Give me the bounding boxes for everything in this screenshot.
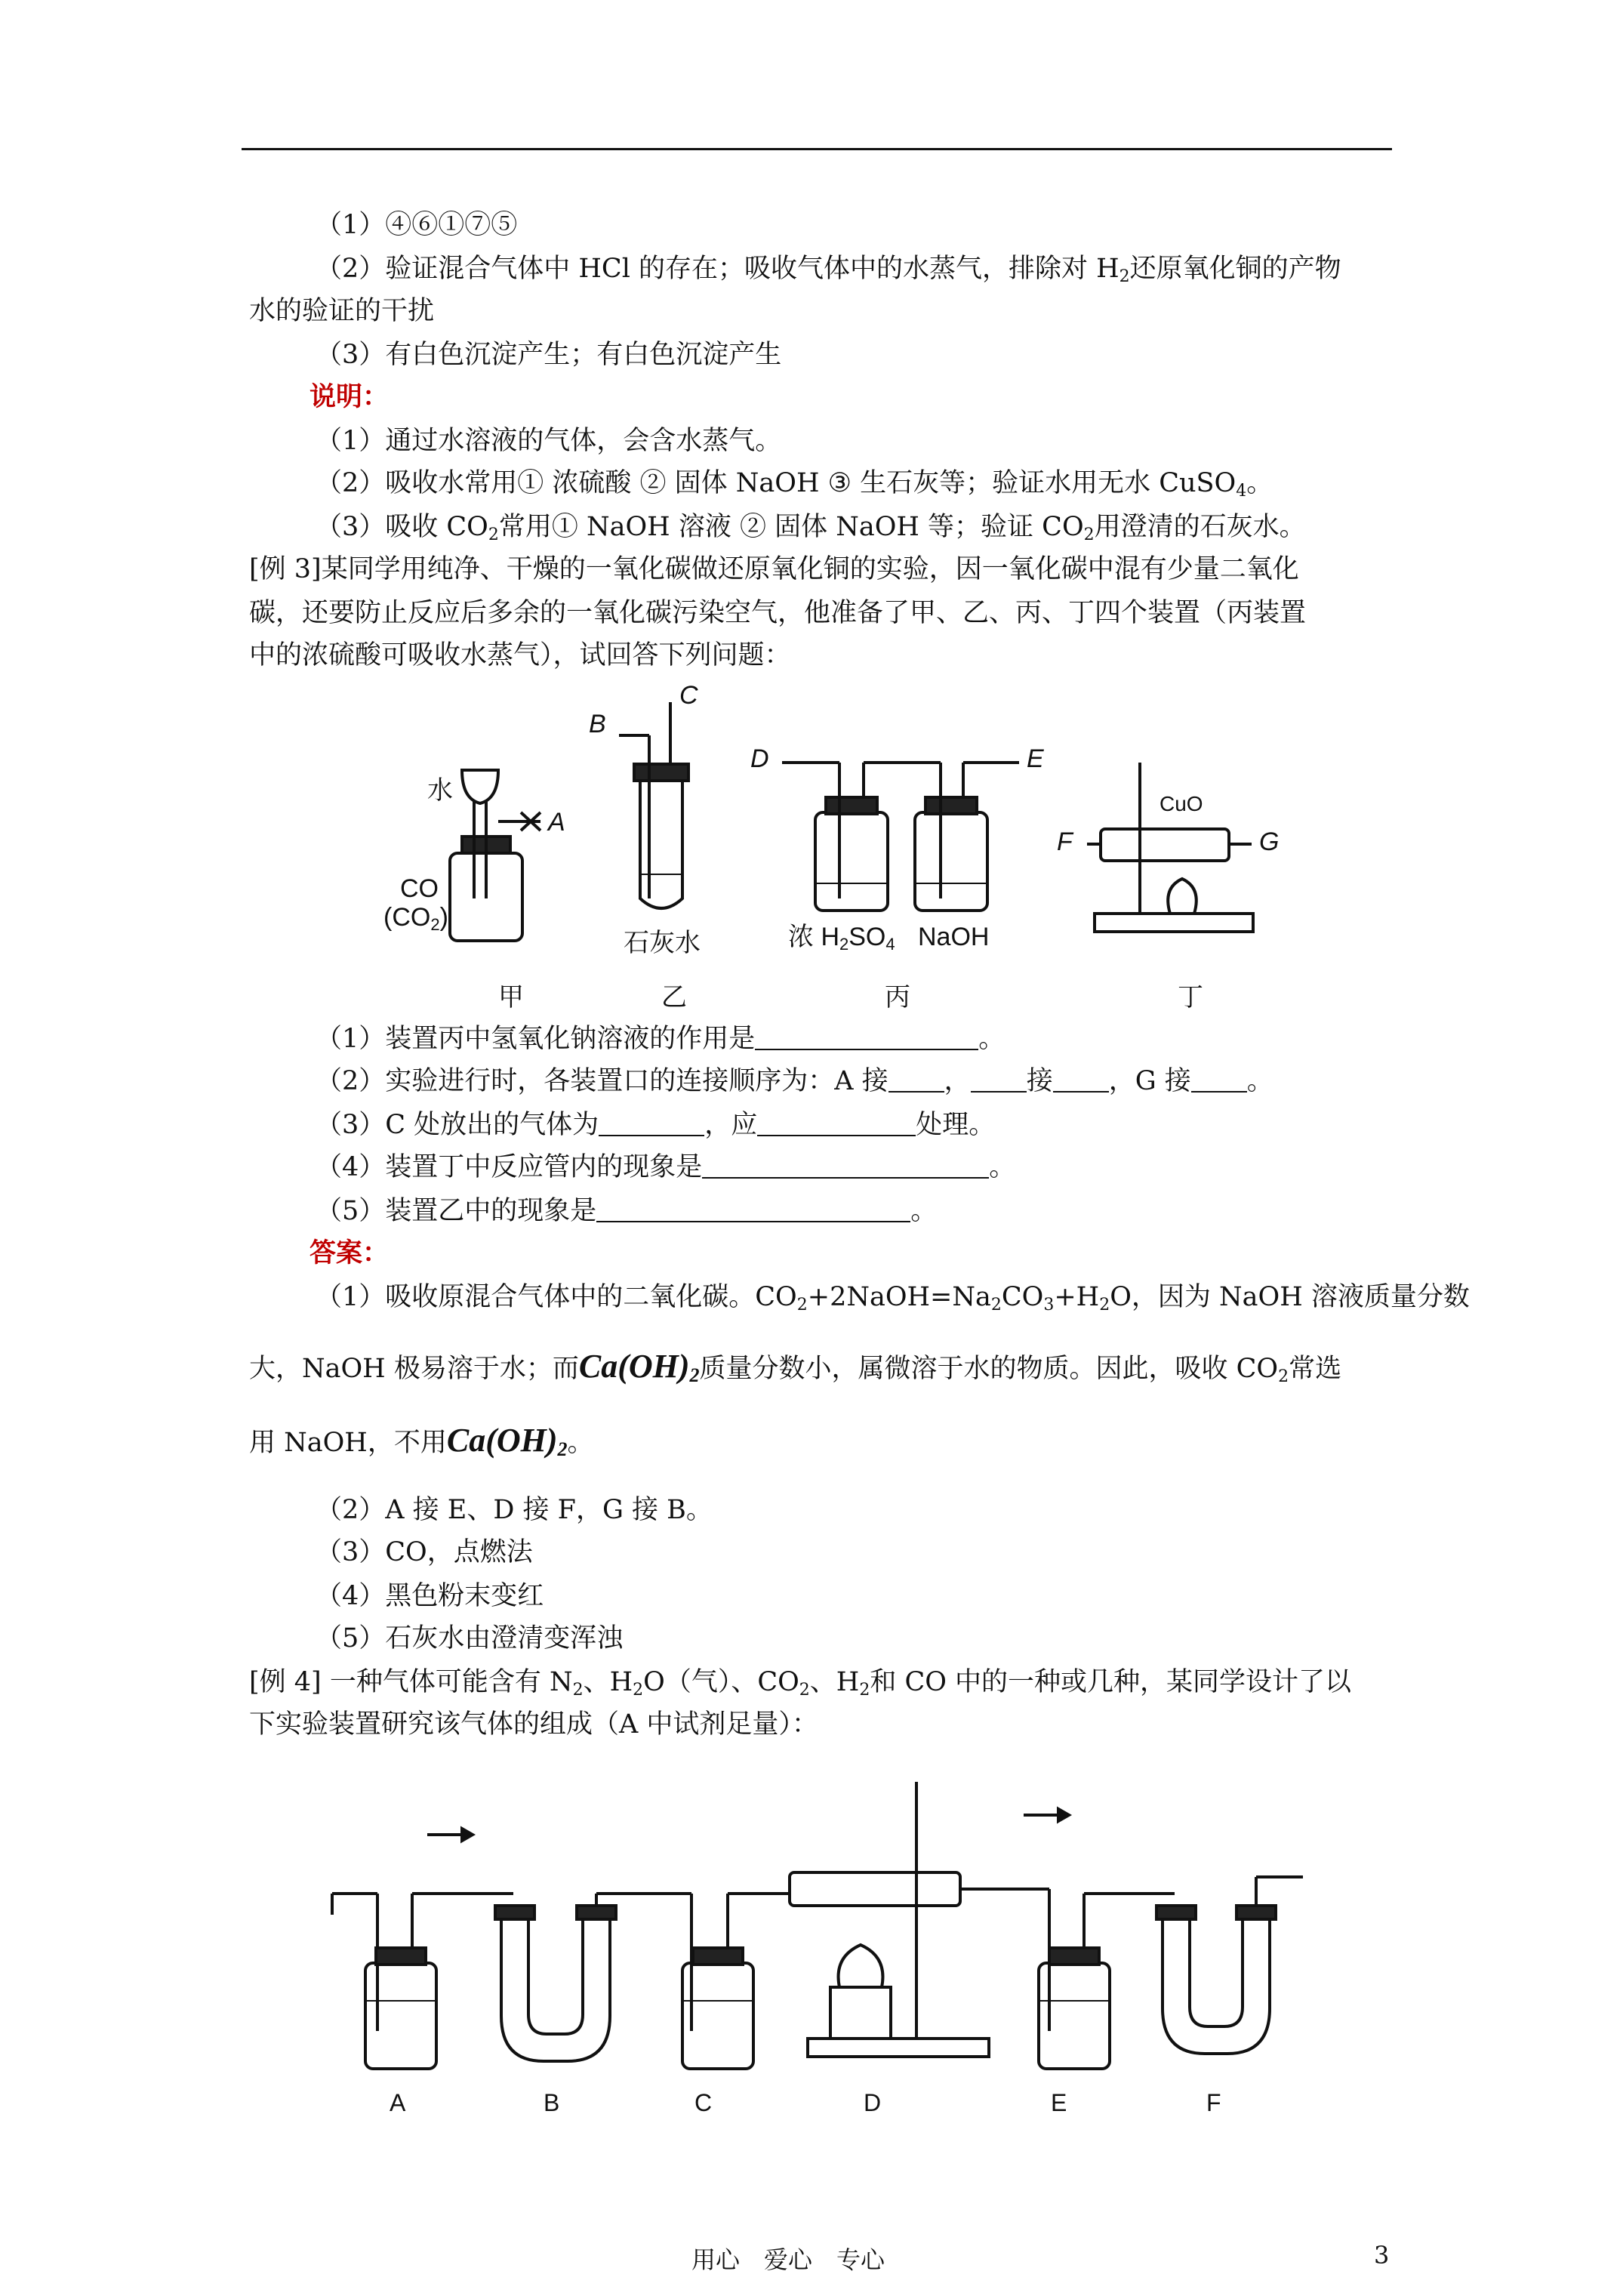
label-h2so4: 浓 H2SO4	[788, 923, 895, 954]
label-bing: 丙	[885, 983, 910, 1012]
answer-5: （5）石灰水由澄清变浑浊	[316, 1623, 624, 1653]
reaction-tube-D	[790, 1872, 960, 1906]
label-A: A	[390, 2089, 406, 2116]
example3-line-1: [例 3]某同学用纯净、干燥的一氧化碳做还原氧化铜的实验，因一氧化碳中混有少量二氧化	[249, 554, 1299, 584]
note-line-1: （1）通过水溶液的气体，会含水蒸气。	[316, 426, 782, 456]
label-C: C	[679, 681, 698, 710]
label-G: G	[1259, 827, 1280, 856]
answer-line-2-cont: 水的验证的干扰	[249, 296, 435, 326]
label-D: D	[864, 2089, 882, 2116]
label-A: A	[548, 808, 565, 837]
label-co2: (CO2)	[383, 903, 448, 934]
answer-1-line-3: 用 NaOH，不用$Ca(OH)_2$。	[249, 1422, 594, 1460]
answer-2: （2）A 接 E、D 接 F，G 接 B。	[316, 1495, 713, 1525]
question-2: （2）实验进行时，各装置口的连接顺序为：A 接 ， 接 ，G 接 。	[316, 1066, 1273, 1096]
example4-line-2: 下实验装置研究该气体的组成（A 中试剂足量）：	[249, 1709, 818, 1740]
label-B: B	[544, 2089, 560, 2116]
label-ding: 丁	[1178, 983, 1203, 1012]
label-jia: 甲	[498, 983, 524, 1012]
answer-line-2: （2）验证混合气体中 HCl 的存在；吸收气体中的水蒸气，排除对 $H_2$还原氧化铜的产物	[316, 254, 1341, 286]
label-F: F	[1057, 827, 1073, 856]
label-B: B	[589, 710, 606, 738]
label-lime-water: 石灰水	[624, 929, 701, 957]
answer-4: （4）黑色粉末变红	[316, 1581, 544, 1611]
page-number: 3	[1374, 2241, 1390, 2270]
footer-motto: 用心 爱心 专心	[691, 2245, 885, 2274]
question-3: （3）C 处放出的气体为 ，应 处理。	[316, 1110, 996, 1140]
label-F: F	[1206, 2089, 1221, 2116]
u-tube-F	[1163, 1918, 1270, 2054]
label-E: E	[1027, 744, 1044, 773]
label-D: D	[750, 744, 769, 773]
example3-line-2: 碳，还要防止反应后多余的一氧化碳污染空气，他准备了甲、乙、丙、丁四个装置（丙装置	[249, 598, 1307, 628]
label-yi: 乙	[661, 983, 687, 1012]
answer-line-1: （1）④⑥①⑦⑤	[316, 210, 518, 240]
u-tube-B	[501, 1918, 610, 2061]
note-line-3: （3）吸收 $CO_2$常用① NaOH 溶液 ② 固体 NaOH 等；验证 $CO_2$用澄清的石灰水。	[316, 512, 1306, 544]
example3-line-3: 中的浓硫酸可吸收水蒸气），试回答下列问题：	[249, 640, 791, 670]
bottle-C	[682, 1963, 753, 2069]
example4-line-1: [例 4] 一种气体可能含有 $N_2$、$H_2O$（气）、$CO_2$、$H_2$和 CO 中的一种或几种，某同学设计了以	[249, 1667, 1352, 1700]
stand-D	[808, 2039, 989, 2057]
label-co: CO	[400, 874, 439, 903]
answer-1-line-1: （1）吸收原混合气体中的二氧化碳。$CO_2+2NaOH=Na_2CO_3+H_2O$，因为 NaOH 溶液质量分数	[316, 1282, 1470, 1314]
note-heading: 说明：	[310, 381, 390, 412]
question-4: （4）装置丁中反应管内的现象是 。	[316, 1152, 1016, 1182]
answer-3: （3）CO，点燃法	[316, 1537, 533, 1567]
burner-block-D	[830, 1987, 891, 2039]
note-line-2: （2）吸收水常用① 浓硫酸 ② 固体 NaOH ③ 生石灰等；验证水用无水 CuSO$_4$。	[316, 468, 1273, 501]
answer-heading: 答案：	[310, 1237, 390, 1268]
label-E: E	[1051, 2089, 1067, 2116]
question-1: （1）装置丙中氢氧化钠溶液的作用是 。	[316, 1024, 1006, 1054]
label-cuo: CuO	[1160, 792, 1203, 815]
answer-1-line-2: 大，NaOH 极易溶于水；而$Ca(OH)_2$质量分数小，属微溶于水的物质。因此，吸收 $CO_2$常选	[249, 1348, 1342, 1386]
label-C: C	[694, 2089, 713, 2116]
answer-line-3: （3）有白色沉淀产生；有白色沉淀产生	[316, 340, 782, 370]
label-water: 水	[427, 776, 453, 805]
question-5: （5）装置乙中的现象是 。	[316, 1196, 938, 1226]
label-naoh: NaOH	[918, 923, 990, 951]
